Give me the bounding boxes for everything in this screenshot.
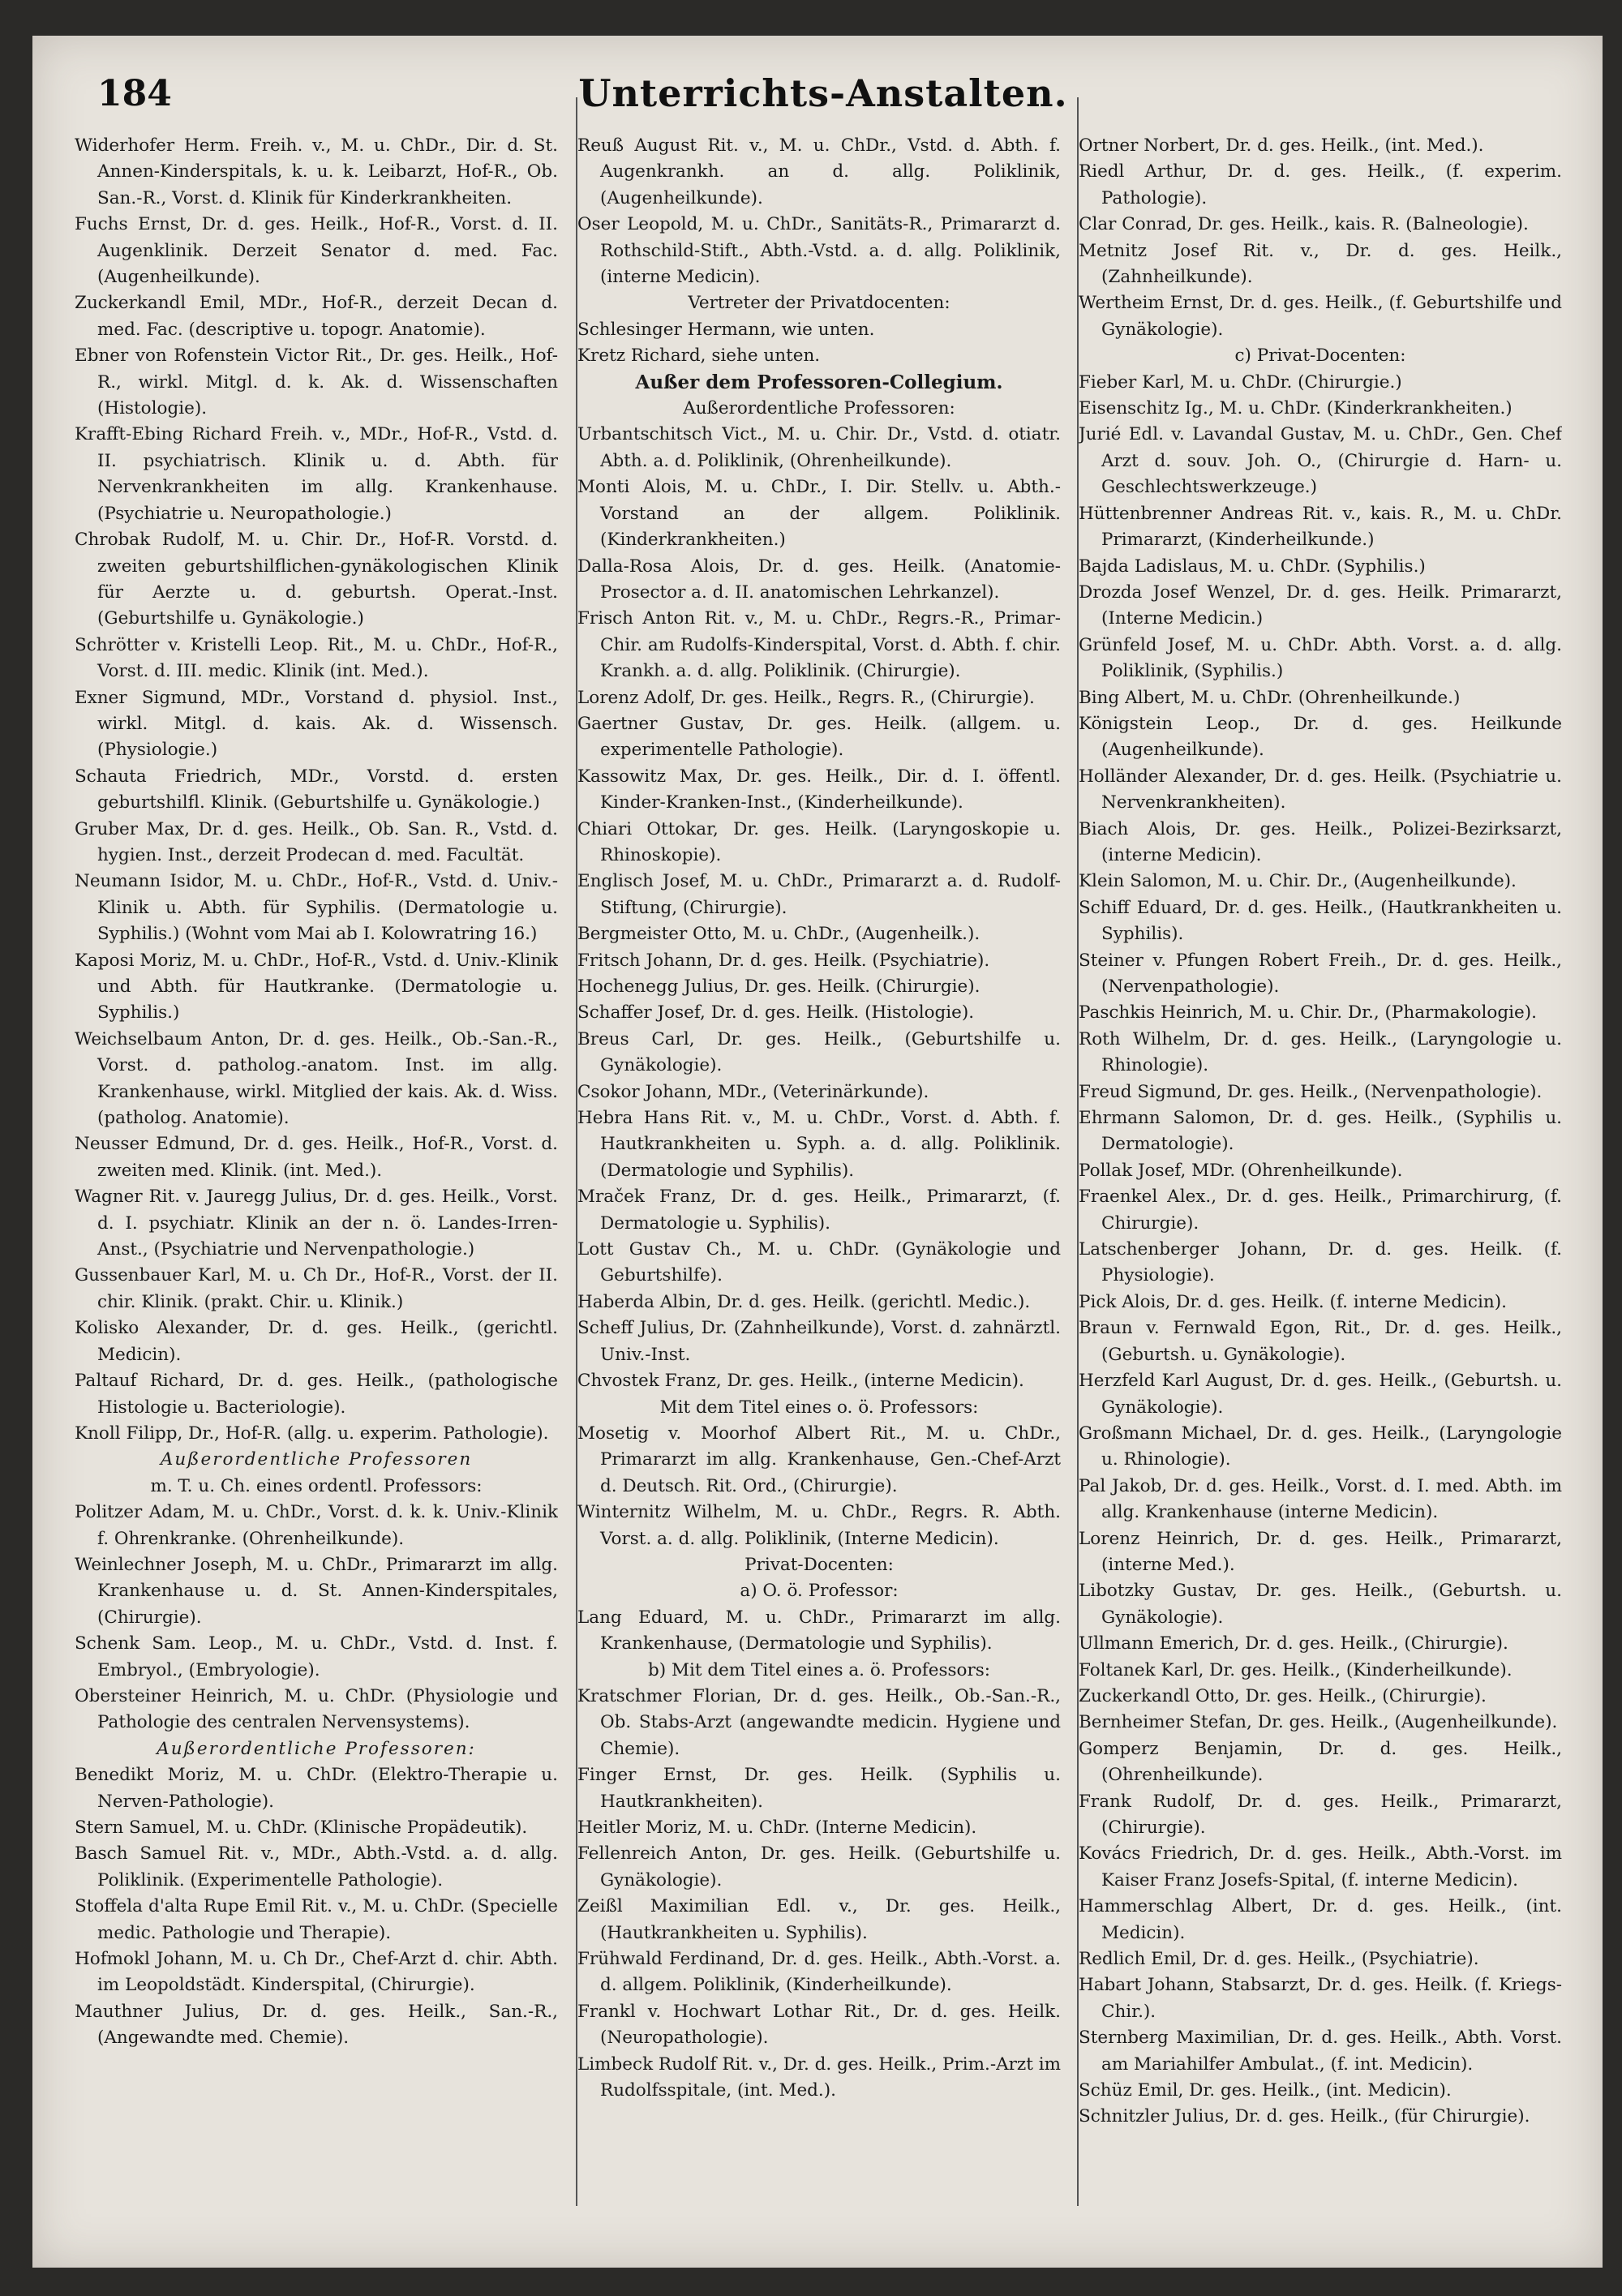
directory-entry: Gaertner Gustav, Dr. ges. Heilk. (allgem. u. experimentelle Pathologie). [577,713,1061,761]
directory-entry: Schlesinger Hermann, wie unten. [577,319,875,340]
page-number: 184 [97,73,172,114]
directory-entry: Lorenz Heinrich, Dr. d. ges. Heilk., Primararzt, (interne Med.). [1079,1528,1562,1575]
directory-entry: Kolisko Alexander, Dr. d. ges. Heilk., (gerichtl. Medicin). [75,1318,558,1365]
directory-entry: Basch Samuel Rit. v., MDr., Abth.-Vstd. a. d. allg. Poliklinik. (Experimentelle Pathologie). [75,1843,558,1890]
directory-entry: Reuß August Rit. v., M. u. ChDr., Vstd. d. Abth. f. Augenkrankh. an d. allg. Poliklinik, (Augenheilkunde). [577,135,1061,208]
section-title: Außer dem Professoren-Collegium. [635,371,1003,393]
directory-entry: Bergmeister Otto, M. u. ChDr., (Augenheilk.). [577,924,980,945]
directory-entry: Zuckerkandl Otto, Dr. ges. Heilk., (Chirurgie). [1079,1685,1487,1706]
directory-entry: Drozda Josef Wenzel, Dr. d. ges. Heilk. Primararzt, (Interne Medicin.) [1079,582,1562,629]
directory-entry: Chiari Ottokar, Dr. ges. Heilk. (Laryngoskopie u. Rhinoskopie). [577,818,1061,865]
directory-entry: Frankl v. Hochwart Lothar Rit., Dr. d. ges. Heilk. (Neuropathologie). [577,2001,1061,2049]
directory-entry: Gussenbauer Karl, M. u. Ch Dr., Hof-R., Vorst. der II. chir. Klinik. (prakt. Chir. u. Klinik.) [75,1265,558,1312]
subheading: Privat-Docenten: [744,1554,894,1575]
directory-entry: Metnitz Josef Rit. v., Dr. d. ges. Heilk., (Zahnheilkunde). [1079,240,1562,288]
directory-entry: Zuckerkandl Emil, MDr., Hof-R., derzeit Decan d. med. Fac. (descriptive u. topogr. Anatomie). [75,293,558,340]
directory-entry: Schenk Sam. Leop., M. u. ChDr., Vstd. d. Inst. f. Embryol., (Embryologie). [75,1633,558,1680]
section-heading: Außerordentliche Professoren: [157,1738,476,1759]
directory-entry: Exner Sigmund, MDr., Vorstand d. physiol. Inst., wirkl. Mitgl. d. kais. Ak. d. Wissensch. (Physiologie.) [75,687,558,761]
directory-entry: Csokor Johann, MDr., (Veterinärkunde). [577,1081,929,1102]
directory-entry: Paltauf Richard, Dr. d. ges. Heilk., (pathologische Histologie u. Bacteriologie). [75,1371,558,1418]
directory-entry: Urbantschitsch Vict., M. u. Chir. Dr., Vstd. d. otiatr. Abth. a. d. Poliklinik, (Ohrenheilkunde). [577,424,1061,471]
directory-entry: Obersteiner Heinrich, M. u. ChDr. (Physiologie und Pathologie des centralen Nervensystems). [75,1685,558,1733]
directory-entry: Finger Ernst, Dr. ges. Heilk. (Syphilis u. Hautkrankheiten). [577,1765,1061,1812]
subheading: Außerordentliche Professoren: [683,398,955,419]
directory-entry: Großmann Michael, Dr. d. ges. Heilk., (Laryngologie u. Rhinologie). [1079,1423,1562,1470]
directory-entry: Neusser Edmund, Dr. d. ges. Heilk., Hof-R., Vorst. d. zweiten med. Klinik. (int. Med.). [75,1134,558,1181]
directory-entry: Pollak Josef, MDr. (Ohrenheilkunde). [1079,1160,1403,1181]
directory-entry: Riedl Arthur, Dr. d. ges. Heilk., (f. experim. Pathologie). [1079,161,1562,208]
directory-entry: Bajda Ladislaus, M. u. ChDr. (Syphilis.) [1079,556,1426,577]
directory-entry: Weichselbaum Anton, Dr. d. ges. Heilk., Ob.-San.-R., Vorst. d. patholog.-anatom. Inst. im allg. Krankenhause, wirkl. Mitglied der kais. Ak. d. Wiss. (patholog. Anatomie). [75,1028,558,1129]
directory-entry: Herzfeld Karl August, Dr. d. ges. Heilk., (Geburtsh. u. Gynäkologie). [1079,1371,1562,1418]
directory-entry: Gomperz Benjamin, Dr. d. ges. Heilk., (Ohrenheilkunde). [1079,1738,1562,1786]
directory-entry: Schaffer Josef, Dr. d. ges. Heilk. (Histologie). [577,1002,975,1024]
subheading: Vertreter der Privatdocenten: [688,293,950,314]
directory-entry: Lang Eduard, M. u. ChDr., Primararzt im allg. Krankenhause, (Dermatologie und Syphilis). [577,1607,1061,1654]
directory-entry: Gruber Max, Dr. d. ges. Heilk., Ob. San. R., Vstd. d. hygien. Inst., derzeit Prodecan d. med. Facultät. [75,818,558,865]
directory-entry: Bernheimer Stefan, Dr. ges. Heilk., (Augenheilkunde). [1079,1712,1558,1733]
directory-entry: Haberda Albin, Dr. d. ges. Heilk. (gerichtl. Medic.). [577,1291,1031,1312]
directory-entry: Monti Alois, M. u. ChDr., I. Dir. Stellv. u. Abth.-Vorstand an der allgem. Poliklinik. (Kinderkrankheiten.) [577,477,1061,551]
column-1 [75,133,558,2251]
directory-entry: Lorenz Adolf, Dr. ges. Heilk., Regrs. R., (Chirurgie). [577,687,1035,708]
directory-entry: Kaposi Moriz, M. u. ChDr., Hof-R., Vstd. d. Univ.-Klinik und Abth. für Hautkranke. (Dermatologie u. Syphilis.) [75,950,558,1024]
directory-entry: Weinlechner Joseph, M. u. ChDr., Primararzt im allg. Krankenhause u. d. St. Annen-Kinderspitales, (Chirurgie). [75,1554,558,1628]
directory-entry: Ullmann Emerich, Dr. d. ges. Heilk., (Chirurgie). [1079,1633,1508,1654]
column-2 [577,133,1061,2251]
directory-entry: Zeißl Maximilian Edl. v., Dr. ges. Heilk., (Hautkrankheiten u. Syphilis). [577,1896,1061,1943]
directory-entry: Frank Rudolf, Dr. d. ges. Heilk., Primararzt, (Chirurgie). [1079,1791,1562,1838]
subheading: b) Mit dem Titel eines a. ö. Professors: [647,1659,991,1680]
directory-entry: Hammerschlag Albert, Dr. d. ges. Heilk., (int. Medicin). [1079,1896,1562,1943]
directory-entry: Heitler Moriz, M. u. ChDr. (Interne Medicin). [577,1817,977,1838]
directory-entry: Englisch Josef, M. u. ChDr., Primararzt a. d. Rudolf-Stiftung, (Chirurgie). [577,871,1061,918]
directory-entry: Latschenberger Johann, Dr. d. ges. Heilk. (f. Physiologie). [1079,1239,1562,1286]
directory-entry: Habart Johann, Stabsarzt, Dr. d. ges. Heilk. (f. Kriegs-Chir.). [1079,1975,1562,2022]
directory-entry: Redlich Emil, Dr. d. ges. Heilk., (Psychiatrie). [1079,1949,1479,1970]
directory-entry: Mraček Franz, Dr. d. ges. Heilk., Primararzt, (f. Dermatologie u. Syphilis). [577,1187,1061,1234]
directory-entry: Klein Salomon, M. u. Chir. Dr., (Augenheilkunde). [1079,871,1517,892]
directory-entry: Fritsch Johann, Dr. d. ges. Heilk. (Psychiatrie). [577,950,990,971]
directory-entry: Fellenreich Anton, Dr. ges. Heilk. (Geburtshilfe u. Gynäkologie). [577,1843,1061,1890]
directory-entry: Lott Gustav Ch., M. u. ChDr. (Gynäkologie und Geburtshilfe). [577,1239,1061,1286]
directory-entry: Braun v. Fernwald Egon, Rit., Dr. d. ges. Heilk., (Geburtsh. u. Gynäkologie). [1079,1318,1562,1365]
directory-entry: Grünfeld Josef, M. u. ChDr. Abth. Vorst. a. d. allg. Poliklinik, (Syphilis.) [1079,634,1562,682]
directory-entry: Holländer Alexander, Dr. d. ges. Heilk. (Psychiatrie u. Nervenkrankheiten). [1079,766,1562,813]
directory-entry: Oser Leopold, M. u. ChDr., Sanitäts-R., Primararzt d. Rothschild-Stift., Abth.-Vstd. a. d. allg. Poliklinik, (interne Medicin). [577,214,1061,288]
directory-entry: Winternitz Wilhelm, M. u. ChDr., Regrs. R. Abth. Vorst. a. d. allg. Poliklinik, (Interne Medicin). [577,1502,1061,1549]
subheading: Mit dem Titel eines o. ö. Professors: [659,1397,979,1418]
directory-entry: Hochenegg Julius, Dr. ges. Heilk. (Chirurgie). [577,976,980,997]
column-3 [1079,133,1562,2251]
directory-entry: Mosetig v. Moorhof Albert Rit., M. u. ChDr., Primararzt im allg. Krankenhause, Gen.-Chef-Arzt d. Deutsch. Rit. Ord., (Chirurgie). [577,1423,1061,1496]
directory-entry: Freud Sigmund, Dr. ges. Heilk., (Nervenpathologie). [1079,1081,1543,1102]
directory-entry: Königstein Leop., Dr. d. ges. Heilkunde (Augenheilkunde). [1079,713,1562,761]
directory-entry: Schiff Eduard, Dr. d. ges. Heilk., (Hautkrankheiten u. Syphilis). [1079,897,1562,945]
directory-entry: Schrötter v. Kristelli Leop. Rit., M. u. ChDr., Hof-R., Vorst. d. III. medic. Klinik (int. Med.). [75,634,558,682]
running-head: Unterrichts-Anstalten. [578,71,1068,115]
directory-entry: Limbeck Rudolf Rit. v., Dr. d. ges. Heilk., Prim.-Arzt im Rudolfsspitale, (int. Med.). [577,2054,1061,2101]
directory-entry: Libotzky Gustav, Dr. ges. Heilk., (Geburtsh. u. Gynäkologie). [1079,1581,1562,1628]
directory-entry: Clar Conrad, Dr. ges. Heilk., kais. R. (Balneologie). [1079,214,1529,235]
directory-entry: Chvostek Franz, Dr. ges. Heilk., (interne Medicin). [577,1371,1024,1392]
directory-entry: Hüttenbrenner Andreas Rit. v., kais. R., M. u. ChDr. Primararzt, (Kinderheilkunde.) [1079,503,1562,551]
directory-entry: Schnitzler Julius, Dr. d. ges. Heilk., (für Chirurgie). [1079,2106,1530,2127]
text-columns [75,133,1573,2251]
directory-entry: Widerhofer Herm. Freih. v., M. u. ChDr., Dir. d. St. Annen-Kinderspitals, k. u. k. Leibarzt, Hof-R., Ob. San.-R., Vorst. d. Klinik für Kinderkrankheiten. [75,135,558,208]
directory-entry: Frühwald Ferdinand, Dr. d. ges. Heilk., Abth.-Vorst. a. d. allgem. Poliklinik, (Kinderheilkunde). [577,1949,1061,1996]
directory-entry: Stern Samuel, M. u. ChDr. (Klinische Propädeutik). [75,1817,528,1838]
directory-entry: Ebner von Rofenstein Victor Rit., Dr. ges. Heilk., Hof-R., wirkl. Mitgl. d. k. Ak. d. Wissenschaften (Histologie). [75,345,558,419]
section-heading: Außerordentliche Professoren [160,1449,473,1470]
directory-entry: Krafft-Ebing Richard Freih. v., MDr., Hof-R., Vstd. d. II. psychiatrisch. Klinik u. d. Abth. für Nervenkrankheiten im allg. Krankenhause. (Psychiatrie u. Neuropathologie.) [75,424,558,524]
directory-entry: Dalla-Rosa Alois, Dr. d. ges. Heilk. (Anatomie-Prosector a. d. II. anatomischen Lehrkanzel). [577,556,1061,603]
directory-entry: Breus Carl, Dr. ges. Heilk., (Geburtshilfe u. Gynäkologie). [577,1028,1061,1076]
directory-entry: Sternberg Maximilian, Dr. d. ges. Heilk., Abth. Vorst. am Mariahilfer Ambulat., (f. int. Medicin). [1079,2028,1562,2075]
directory-entry: Stoffela d'alta Rupe Emil Rit. v., M. u. ChDr. (Specielle medic. Pathologie und Therapie). [75,1896,558,1943]
directory-entry: Hofmokl Johann, M. u. Ch Dr., Chef-Arzt d. chir. Abth. im Leopoldstädt. Kinderspital, (Chirurgie). [75,1949,558,1996]
directory-entry: Frisch Anton Rit. v., M. u. ChDr., Regrs.-R., Primar-Chir. am Rudolfs-Kinderspital, Vorst. d. Abth. f. chir. Krankh. a. d. allg. Poliklinik. (Chirurgie). [577,608,1061,682]
directory-entry: Hebra Hans Rit. v., M. u. ChDr., Vorst. d. Abth. f. Hautkrankheiten u. Syph. a. d. allg. Poliklinik. (Dermatologie und Syphilis). [577,1108,1061,1181]
directory-entry: Politzer Adam, M. u. ChDr., Vorst. d. k. k. Univ.-Klinik f. Ohrenkranke. (Ohrenheilkunde). [75,1502,558,1549]
directory-entry: Benedikt Moriz, M. u. ChDr. (Elektro-Therapie u. Nerven-Pathologie). [75,1765,558,1812]
directory-entry: Knoll Filipp, Dr., Hof-R. (allg. u. experim. Pathologie). [75,1423,549,1444]
directory-entry: Paschkis Heinrich, M. u. Chir. Dr., (Pharmakologie). [1079,1002,1537,1024]
directory-entry: Fuchs Ernst, Dr. d. ges. Heilk., Hof-R., Vorst. d. II. Augenklinik. Derzeit Senator d. med. Fac. (Augenheilkunde). [75,214,558,288]
directory-entry: Chrobak Rudolf, M. u. Chir. Dr., Hof-R. Vorstd. d. zweiten geburtshilflichen-gynäkologischen Klinik für Aerzte u. d. geburtsh. Operat.-Inst. (Geburtshilfe u. Gynäkologie.) [75,530,558,629]
directory-entry: Kovács Friedrich, Dr. d. ges. Heilk., Abth.-Vorst. im Kaiser Franz Josefs-Spital, (f. interne Medicin). [1079,1843,1562,1890]
directory-entry: Scheff Julius, Dr. (Zahnheilkunde), Vorst. d. zahnärztl. Univ.-Inst. [577,1318,1061,1365]
directory-entry: Bing Albert, M. u. ChDr. (Ohrenheilkunde.) [1079,687,1461,708]
directory-entry: Roth Wilhelm, Dr. d. ges. Heilk., (Laryngologie u. Rhinologie). [1079,1028,1562,1076]
directory-entry: Kretz Richard, siehe unten. [577,345,821,367]
page-header [81,68,1565,141]
directory-entry: Jurié Edl. v. Lavandal Gustav, M. u. ChDr., Gen. Chef Arzt d. souv. Joh. O., (Chirurgie d. Harn- u. Geschlechtswerkzeuge.) [1079,424,1562,498]
subheading: a) O. ö. Professor: [740,1581,899,1602]
directory-entry: Wagner Rit. v. Jauregg Julius, Dr. d. ges. Heilk., Vorst. d. I. psychiatr. Klinik an der n. ö. Landes-Irren-Anst., (Psychiatrie und Nervenpathologie.) [75,1187,558,1260]
directory-entry: Schüz Emil, Dr. ges. Heilk., (int. Medicin). [1079,2080,1452,2101]
directory-entry: Wertheim Ernst, Dr. d. ges. Heilk., (f. Geburtshilfe und Gynäkologie). [1079,293,1562,340]
directory-entry: Schauta Friedrich, MDr., Vorstd. d. ersten geburtshilfl. Klinik. (Geburtshilfe u. Gynäkologie.) [75,766,558,813]
subheading: c) Privat-Docenten: [1234,345,1406,367]
directory-entry: Eisenschitz Ig., M. u. ChDr. (Kinderkrankheiten.) [1079,398,1513,419]
directory-entry: Mauthner Julius, Dr. d. ges. Heilk., San.-R., (Angewandte med. Chemie). [75,2001,558,2049]
subheading: m. T. u. Ch. eines ordentl. Professors: [150,1475,483,1496]
directory-entry: Fieber Karl, M. u. ChDr. (Chirurgie.) [1079,371,1402,393]
directory-entry: Foltanek Karl, Dr. ges. Heilk., (Kinderheilkunde). [1079,1659,1513,1680]
directory-entry: Neumann Isidor, M. u. ChDr., Hof-R., Vstd. d. Univ.-Klinik u. Abth. für Syphilis. (Dermatologie u. Syphilis.) (Wohnt vom Mai ab I. Kolowratring 16.) [75,871,558,945]
directory-entry: Pal Jakob, Dr. d. ges. Heilk., Vorst. d. I. med. Abth. im allg. Krankenhause (interne Medicin). [1079,1475,1562,1523]
directory-entry: Biach Alois, Dr. ges. Heilk., Polizei-Bezirksarzt, (interne Medicin). [1079,818,1562,865]
directory-entry: Fraenkel Alex., Dr. d. ges. Heilk., Primarchirurg, (f. Chirurgie). [1079,1187,1562,1234]
directory-entry: Kratschmer Florian, Dr. d. ges. Heilk., Ob.-San.-R., Ob. Stabs-Arzt (angewandte medicin. Hygiene und Chemie). [577,1685,1061,1759]
directory-entry: Ehrmann Salomon, Dr. d. ges. Heilk., (Syphilis u. Dermatologie). [1079,1108,1562,1155]
directory-entry: Kassowitz Max, Dr. ges. Heilk., Dir. d. I. öffentl. Kinder-Kranken-Inst., (Kinderheilkunde). [577,766,1061,813]
directory-entry: Steiner v. Pfungen Robert Freih., Dr. d. ges. Heilk., (Nervenpathologie). [1079,950,1562,997]
directory-entry: Ortner Norbert, Dr. d. ges. Heilk., (int. Med.). [1079,135,1484,156]
directory-entry: Pick Alois, Dr. d. ges. Heilk. (f. interne Medicin). [1079,1291,1507,1312]
